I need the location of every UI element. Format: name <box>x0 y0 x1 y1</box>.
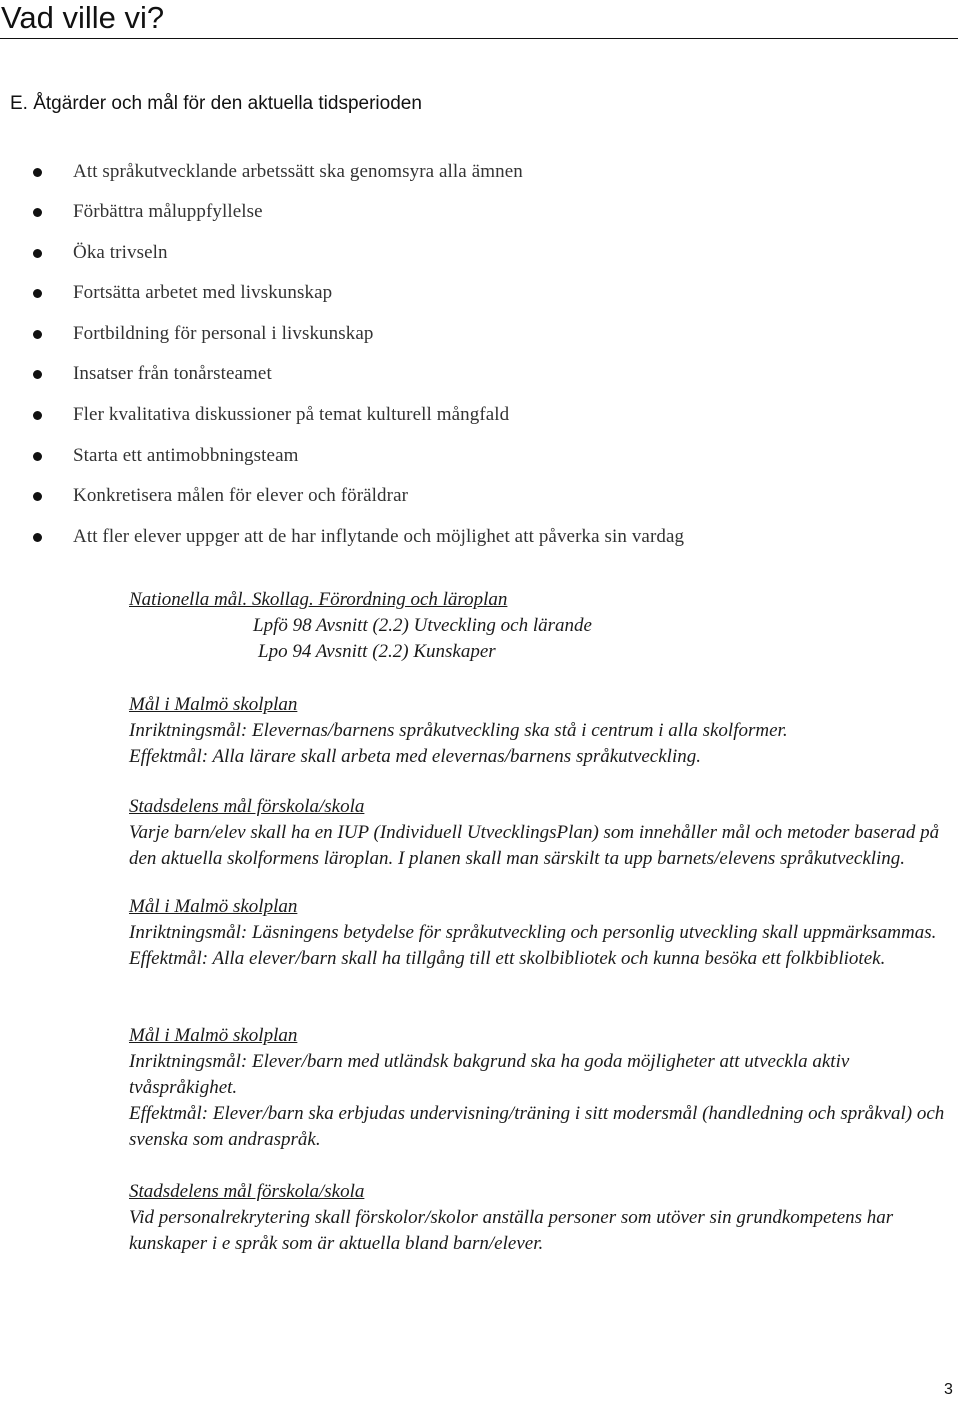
lpfo-reference: Lpfö 98 Avsnitt (2.2) Utveckling och lärande <box>253 615 592 636</box>
list-item-text: Insatser från tonårsteamet <box>73 363 272 384</box>
orientation-goal: Inriktningsmål: Läsningens betydelse för språkutveckling och personlig utveckling skall uppmärksammas. <box>129 922 937 943</box>
bullet-icon <box>33 370 42 379</box>
malmo-goals-heading: Mål i Malmö skolplan <box>129 1025 298 1046</box>
orientation-goal: Inriktningsmål: Elever/barn med utländsk bakgrund ska ha goda möjligheter att utveckla aktiv tvåspråkighet. <box>129 1051 850 1098</box>
list-item <box>0 482 900 510</box>
header-divider <box>0 38 958 39</box>
national-goals-block <box>129 587 929 665</box>
list-item-text: Att språkutvecklande arbetssätt ska genomsyra alla ämnen <box>73 161 523 182</box>
district-goal-text: Varje barn/elev skall ha en IUP (Individuell UtvecklingsPlan) som innehåller mål och metoder baserad på den aktuella skolformens läroplan. I planen skall man särskilt ta upp barnets/elevens språkutveckling. <box>129 822 940 869</box>
list-item <box>0 442 900 470</box>
effect-goal: Effektmål: Elever/barn ska erbjudas undervisning/träning i sitt modersmål (handledning och språkval) och svenska som andraspråk. <box>129 1103 945 1150</box>
list-item <box>0 401 900 429</box>
list-item-text: Öka trivseln <box>73 242 168 263</box>
list-item <box>0 158 900 186</box>
district-goals-heading: Stadsdelens mål förskola/skola <box>129 1181 365 1202</box>
district-goals-block-1 <box>129 794 957 872</box>
list-item <box>0 198 900 226</box>
malmo-goals-block-2 <box>129 894 949 972</box>
malmo-goals-block-1 <box>129 692 929 770</box>
bullet-icon <box>33 289 42 298</box>
list-item <box>0 360 900 388</box>
malmo-goals-heading: Mål i Malmö skolplan <box>129 896 298 917</box>
list-item-text: Konkretisera målen för elever och föräldrar <box>73 485 409 506</box>
list-item <box>0 320 900 348</box>
malmo-goals-heading: Mål i Malmö skolplan <box>129 694 298 715</box>
bullet-icon <box>33 330 42 339</box>
lpo-reference: Lpo 94 Avsnitt (2.2) Kunskaper <box>258 641 496 662</box>
effect-goal: Effektmål: Alla lärare skall arbeta med elevernas/barnens språkutveckling. <box>129 746 701 767</box>
bullet-icon <box>33 208 42 217</box>
bullet-icon <box>33 249 42 258</box>
bullet-icon <box>33 411 42 420</box>
page-number: 3 <box>944 1381 953 1398</box>
list-item-text: Att fler elever uppger att de har inflytande och möjlighet att påverka sin vardag <box>73 526 685 547</box>
list-item-text: Förbättra måluppfyllelse <box>73 201 263 222</box>
list-item <box>0 239 900 267</box>
effect-goal: Effektmål: Alla elever/barn skall ha tillgång till ett skolbibliotek och kunna besöka ett folkbibliotek. <box>129 948 886 969</box>
list-item <box>0 279 900 307</box>
malmo-goals-block-3 <box>129 1023 957 1153</box>
list-item-text: Starta ett antimobbningsteam <box>73 445 299 466</box>
page-header <box>0 0 960 40</box>
national-goals-heading: Nationella mål. Skollag. Förordning och läroplan <box>129 589 508 610</box>
district-goals-heading: Stadsdelens mål förskola/skola <box>129 796 365 817</box>
bullet-icon <box>33 168 42 177</box>
orientation-goal: Inriktningsmål: Elevernas/barnens språkutveckling ska stå i centrum i alla skolformer. <box>129 720 788 741</box>
list-item-text: Fortbildning för personal i livskunskap <box>73 323 374 344</box>
bullet-icon <box>33 492 42 501</box>
district-goals-block-2 <box>129 1179 909 1257</box>
bullet-icon <box>33 452 42 461</box>
district-goal-text: Vid personalrekrytering skall förskolor/skolor anställa personer som utöver sin grundkompetens har kunskaper i e språk som är aktuella bland barn/elever. <box>129 1207 894 1254</box>
bullet-icon <box>33 533 42 542</box>
page-title: Vad ville vi? <box>1 0 165 35</box>
list-item-text: Fortsätta arbetet med livskunskap <box>73 282 333 303</box>
section-heading: E. Åtgärder och mål för den aktuella tidsperioden <box>10 93 422 114</box>
list-item-text: Fler kvalitativa diskussioner på temat kulturell mångfald <box>73 404 510 425</box>
list-item <box>0 523 900 551</box>
